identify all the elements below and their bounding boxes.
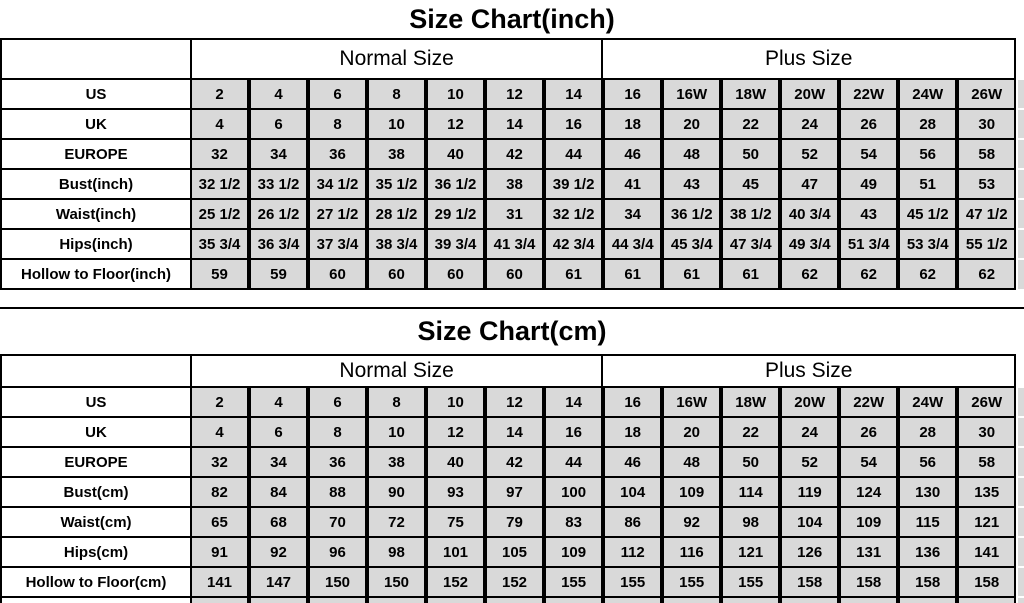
edge-sliver (1018, 597, 1024, 603)
edge-sliver (1018, 259, 1024, 289)
size-value-cell: 4 (191, 109, 248, 139)
size-value-cell: 58 (958, 139, 1015, 169)
size-value-cell: 26W (958, 387, 1015, 417)
size-value-cell: 8 (368, 387, 425, 417)
size-value-cell: 36 (309, 139, 366, 169)
row-label: US (1, 387, 191, 417)
size-value-cell: 41 3/4 (486, 229, 543, 259)
size-value-cell: 43 (663, 169, 720, 199)
group-header-normal: Normal Size (191, 355, 602, 387)
size-value-cell: 6 (250, 109, 307, 139)
size-value-cell: 37 3/4 (309, 229, 366, 259)
size-value-cell: 36 3/4 (250, 229, 307, 259)
size-value-cell: 119 (781, 477, 838, 507)
size-value-cell: 14 (545, 387, 602, 417)
cutoff-cell (427, 597, 484, 603)
size-value-cell: 155 (663, 567, 720, 597)
size-value-cell: 39 1/2 (545, 169, 602, 199)
size-value-cell: 61 (663, 259, 720, 289)
size-value-cell: 10 (427, 387, 484, 417)
size-value-cell: 32 1/2 (191, 169, 248, 199)
size-value-cell: 18W (722, 387, 779, 417)
size-value-cell: 16 (545, 109, 602, 139)
size-value-cell: 72 (368, 507, 425, 537)
corner-cell (1, 355, 191, 387)
size-value-cell: 12 (427, 417, 484, 447)
edge-sliver (1018, 199, 1024, 229)
cutoff-cell (781, 597, 838, 603)
size-value-cell: 98 (722, 507, 779, 537)
size-value-cell: 158 (899, 567, 956, 597)
group-header-plus: Plus Size (602, 39, 1015, 79)
row-label: Bust(inch) (1, 169, 191, 199)
size-value-cell: 44 3/4 (604, 229, 661, 259)
size-value-cell: 65 (191, 507, 248, 537)
size-value-cell: 34 (250, 447, 307, 477)
cutoff-cell (958, 597, 1015, 603)
size-value-cell: 51 3/4 (840, 229, 897, 259)
size-value-cell: 70 (309, 507, 366, 537)
size-value-cell: 98 (368, 537, 425, 567)
size-value-cell: 135 (958, 477, 1015, 507)
size-value-cell: 27 1/2 (309, 199, 366, 229)
corner-cell (1, 39, 191, 79)
size-value-cell: 8 (368, 79, 425, 109)
edge-sliver (1018, 387, 1024, 417)
size-value-cell: 90 (368, 477, 425, 507)
size-value-cell: 48 (663, 139, 720, 169)
size-value-cell: 121 (722, 537, 779, 567)
size-value-cell: 4 (250, 387, 307, 417)
size-value-cell: 83 (545, 507, 602, 537)
size-value-cell: 54 (840, 139, 897, 169)
size-value-cell: 112 (604, 537, 661, 567)
row-label: US (1, 79, 191, 109)
size-value-cell: 44 (545, 447, 602, 477)
size-value-cell: 6 (309, 79, 366, 109)
row-label: Waist(cm) (1, 507, 191, 537)
size-value-cell: 42 (486, 139, 543, 169)
size-value-cell: 50 (722, 447, 779, 477)
size-value-cell: 32 (191, 447, 248, 477)
size-value-cell: 56 (899, 447, 956, 477)
row-label: EUROPE (1, 139, 191, 169)
size-value-cell: 104 (781, 507, 838, 537)
size-value-cell: 121 (958, 507, 1015, 537)
size-value-cell: 53 3/4 (899, 229, 956, 259)
group-header-normal: Normal Size (191, 39, 602, 79)
size-value-cell: 22 (722, 109, 779, 139)
size-value-cell: 34 1/2 (309, 169, 366, 199)
size-value-cell: 32 1/2 (545, 199, 602, 229)
edge-sliver (1018, 79, 1024, 109)
size-value-cell: 16 (545, 417, 602, 447)
size-value-cell: 97 (486, 477, 543, 507)
size-value-cell: 60 (427, 259, 484, 289)
cutoff-cell (250, 597, 307, 603)
size-value-cell: 49 3/4 (781, 229, 838, 259)
size-value-cell: 16 (604, 79, 661, 109)
size-value-cell: 6 (309, 387, 366, 417)
size-value-cell: 16 (604, 387, 661, 417)
size-value-cell: 31 (486, 199, 543, 229)
size-value-cell: 79 (486, 507, 543, 537)
size-value-cell: 150 (368, 567, 425, 597)
size-value-cell: 92 (250, 537, 307, 567)
size-value-cell: 131 (840, 537, 897, 567)
size-value-cell: 47 (781, 169, 838, 199)
row-label: EUROPE (1, 447, 191, 477)
size-value-cell: 49 (840, 169, 897, 199)
size-value-cell: 136 (899, 537, 956, 567)
cutoff-cell (486, 597, 543, 603)
size-value-cell: 22W (840, 79, 897, 109)
edge-sliver (1015, 355, 1024, 387)
size-value-cell: 93 (427, 477, 484, 507)
size-value-cell: 50 (722, 139, 779, 169)
size-value-cell: 41 (604, 169, 661, 199)
edge-sliver (1018, 139, 1024, 169)
size-value-cell: 54 (840, 447, 897, 477)
edge-sliver (1018, 567, 1024, 597)
size-value-cell: 62 (781, 259, 838, 289)
size-value-cell: 75 (427, 507, 484, 537)
size-value-cell: 51 (899, 169, 956, 199)
size-value-cell: 45 3/4 (663, 229, 720, 259)
cutoff-cell (604, 597, 661, 603)
size-value-cell: 52 (781, 139, 838, 169)
size-value-cell: 45 1/2 (899, 199, 956, 229)
size-value-cell: 115 (899, 507, 956, 537)
size-value-cell: 88 (309, 477, 366, 507)
size-value-cell: 109 (840, 507, 897, 537)
size-value-cell: 20 (663, 417, 720, 447)
size-value-cell: 36 1/2 (427, 169, 484, 199)
size-value-cell: 28 1/2 (368, 199, 425, 229)
edge-sliver (1018, 507, 1024, 537)
size-value-cell: 25 1/2 (191, 199, 248, 229)
size-value-cell: 152 (486, 567, 543, 597)
size-value-cell: 59 (191, 259, 248, 289)
size-value-cell: 24 (781, 417, 838, 447)
size-value-cell: 30 (958, 109, 1015, 139)
size-value-cell: 47 3/4 (722, 229, 779, 259)
size-value-cell: 14 (486, 109, 543, 139)
size-value-cell: 6 (250, 417, 307, 447)
cutoff-cell (191, 597, 248, 603)
edge-sliver (1018, 229, 1024, 259)
size-value-cell: 28 (899, 417, 956, 447)
size-value-cell: 141 (958, 537, 1015, 567)
size-value-cell: 150 (309, 567, 366, 597)
cutoff-cell (840, 597, 897, 603)
size-value-cell: 18W (722, 79, 779, 109)
size-value-cell: 96 (309, 537, 366, 567)
size-value-cell: 100 (545, 477, 602, 507)
size-value-cell: 8 (309, 109, 366, 139)
row-label: Hips(cm) (1, 537, 191, 567)
size-value-cell: 86 (604, 507, 661, 537)
size-chart-inch-table (0, 38, 1024, 290)
edge-sliver (1018, 477, 1024, 507)
size-value-cell: 124 (840, 477, 897, 507)
size-value-cell: 20W (781, 387, 838, 417)
size-value-cell: 24W (899, 79, 956, 109)
size-value-cell: 109 (663, 477, 720, 507)
size-value-cell: 158 (958, 567, 1015, 597)
size-value-cell: 62 (840, 259, 897, 289)
size-value-cell: 82 (191, 477, 248, 507)
row-label: Bust(cm) (1, 477, 191, 507)
size-chart-inch-title: Size Chart(inch) (409, 4, 615, 34)
size-value-cell: 22 (722, 417, 779, 447)
size-value-cell: 2 (191, 387, 248, 417)
size-value-cell: 130 (899, 477, 956, 507)
size-value-cell: 101 (427, 537, 484, 567)
size-value-cell: 38 1/2 (722, 199, 779, 229)
size-value-cell: 39 3/4 (427, 229, 484, 259)
size-value-cell: 14 (545, 79, 602, 109)
size-value-cell: 61 (722, 259, 779, 289)
size-value-cell: 20W (781, 79, 838, 109)
size-value-cell: 12 (427, 109, 484, 139)
row-label: Hollow to Floor(cm) (1, 567, 191, 597)
size-value-cell: 44 (545, 139, 602, 169)
size-value-cell: 30 (958, 417, 1015, 447)
row-label: Hollow to Floor(inch) (1, 259, 191, 289)
size-value-cell: 38 (368, 139, 425, 169)
size-value-cell: 109 (545, 537, 602, 567)
size-value-cell: 33 1/2 (250, 169, 307, 199)
size-value-cell: 52 (781, 447, 838, 477)
size-value-cell: 42 (486, 447, 543, 477)
cutoff-cell (309, 597, 366, 603)
size-value-cell: 10 (427, 79, 484, 109)
size-value-cell: 12 (486, 387, 543, 417)
size-value-cell: 155 (604, 567, 661, 597)
size-value-cell: 4 (250, 79, 307, 109)
size-value-cell: 29 1/2 (427, 199, 484, 229)
size-value-cell: 20 (663, 109, 720, 139)
cutoff-cell (899, 597, 956, 603)
cutoff-cell (663, 597, 720, 603)
size-value-cell: 60 (368, 259, 425, 289)
size-value-cell: 47 1/2 (958, 199, 1015, 229)
group-header-plus: Plus Size (602, 355, 1015, 387)
size-value-cell: 40 (427, 139, 484, 169)
size-value-cell: 18 (604, 417, 661, 447)
size-value-cell: 92 (663, 507, 720, 537)
edge-sliver (1018, 109, 1024, 139)
cutoff-cell (722, 597, 779, 603)
tables-gap (0, 290, 1024, 307)
size-value-cell: 43 (840, 199, 897, 229)
edge-sliver (1018, 169, 1024, 199)
size-value-cell: 8 (309, 417, 366, 447)
size-value-cell: 46 (604, 447, 661, 477)
size-value-cell: 59 (250, 259, 307, 289)
size-value-cell: 91 (191, 537, 248, 567)
size-value-cell: 45 (722, 169, 779, 199)
size-value-cell: 62 (899, 259, 956, 289)
size-value-cell: 16W (663, 387, 720, 417)
size-value-cell: 16W (663, 79, 720, 109)
size-value-cell: 68 (250, 507, 307, 537)
size-value-cell: 58 (958, 447, 1015, 477)
size-value-cell: 61 (545, 259, 602, 289)
size-value-cell: 158 (840, 567, 897, 597)
size-value-cell: 36 1/2 (663, 199, 720, 229)
size-value-cell: 4 (191, 417, 248, 447)
size-value-cell: 26 1/2 (250, 199, 307, 229)
size-value-cell: 141 (191, 567, 248, 597)
size-value-cell: 55 1/2 (958, 229, 1015, 259)
size-value-cell: 105 (486, 537, 543, 567)
size-value-cell: 155 (545, 567, 602, 597)
cutoff-cell (368, 597, 425, 603)
size-value-cell: 152 (427, 567, 484, 597)
cutoff-cell (545, 597, 602, 603)
size-value-cell: 26W (958, 79, 1015, 109)
size-value-cell: 60 (309, 259, 366, 289)
size-value-cell: 84 (250, 477, 307, 507)
size-value-cell: 24W (899, 387, 956, 417)
row-label: Hips(inch) (1, 229, 191, 259)
size-value-cell: 46 (604, 139, 661, 169)
size-chart-cm-table (0, 354, 1024, 603)
size-chart-cm-title: Size Chart(cm) (417, 316, 607, 346)
size-value-cell: 48 (663, 447, 720, 477)
size-value-cell: 42 3/4 (545, 229, 602, 259)
size-value-cell: 40 (427, 447, 484, 477)
size-value-cell: 147 (250, 567, 307, 597)
edge-sliver (1018, 537, 1024, 567)
size-value-cell: 14 (486, 417, 543, 447)
size-value-cell: 22W (840, 387, 897, 417)
edge-sliver (1018, 417, 1024, 447)
size-value-cell: 38 3/4 (368, 229, 425, 259)
size-value-cell: 12 (486, 79, 543, 109)
row-label: UK (1, 417, 191, 447)
size-value-cell: 28 (899, 109, 956, 139)
size-value-cell: 35 3/4 (191, 229, 248, 259)
size-value-cell: 38 (368, 447, 425, 477)
size-value-cell: 126 (781, 537, 838, 567)
size-value-cell: 155 (722, 567, 779, 597)
size-value-cell: 10 (368, 109, 425, 139)
size-value-cell: 114 (722, 477, 779, 507)
edge-sliver (1018, 447, 1024, 477)
cutoff-row-label (1, 597, 191, 603)
size-value-cell: 34 (604, 199, 661, 229)
size-value-cell: 36 (309, 447, 366, 477)
size-value-cell: 26 (840, 417, 897, 447)
row-label: Waist(inch) (1, 199, 191, 229)
size-value-cell: 26 (840, 109, 897, 139)
size-value-cell: 2 (191, 79, 248, 109)
size-value-cell: 61 (604, 259, 661, 289)
size-value-cell: 62 (958, 259, 1015, 289)
size-value-cell: 38 (486, 169, 543, 199)
size-value-cell: 32 (191, 139, 248, 169)
size-value-cell: 24 (781, 109, 838, 139)
size-value-cell: 56 (899, 139, 956, 169)
size-value-cell: 60 (486, 259, 543, 289)
size-value-cell: 10 (368, 417, 425, 447)
size-value-cell: 158 (781, 567, 838, 597)
edge-sliver (1015, 39, 1024, 79)
size-value-cell: 34 (250, 139, 307, 169)
size-value-cell: 53 (958, 169, 1015, 199)
size-value-cell: 116 (663, 537, 720, 567)
size-value-cell: 40 3/4 (781, 199, 838, 229)
size-value-cell: 104 (604, 477, 661, 507)
size-value-cell: 18 (604, 109, 661, 139)
row-label: UK (1, 109, 191, 139)
size-value-cell: 35 1/2 (368, 169, 425, 199)
